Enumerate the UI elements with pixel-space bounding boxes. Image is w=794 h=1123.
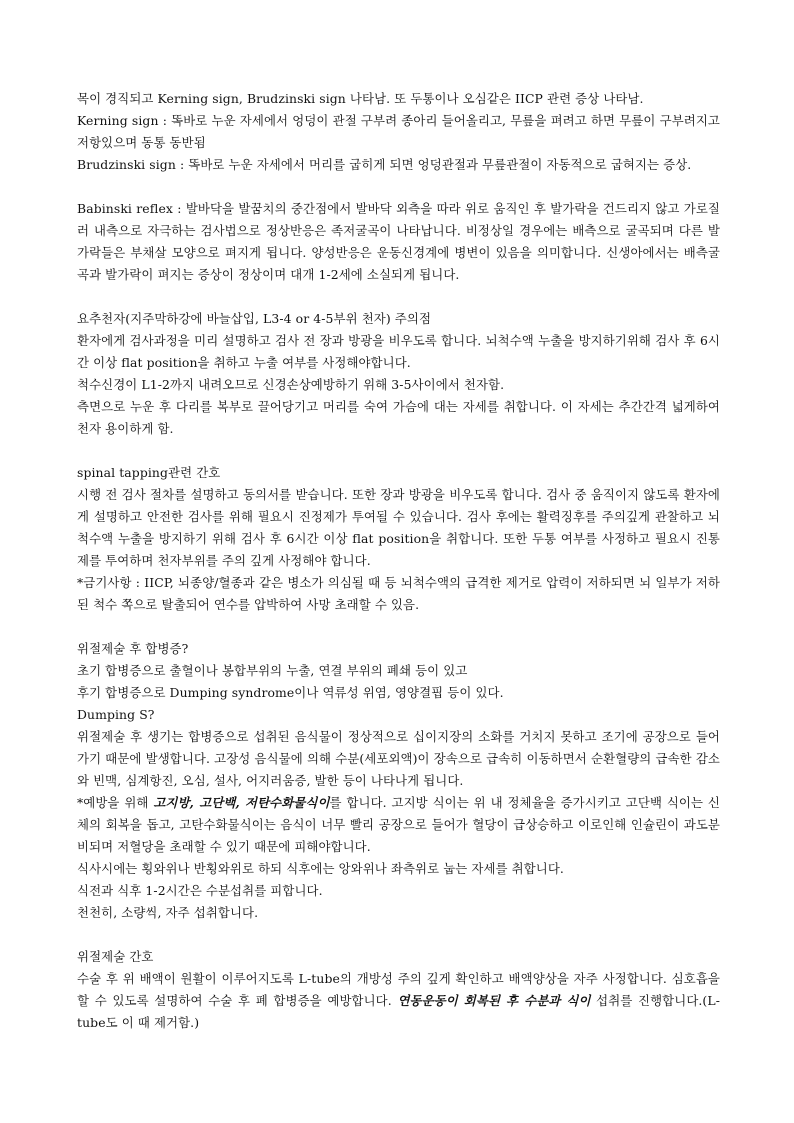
lumbar-puncture-line-1: 환자에게 검사과정을 미리 설명하고 검사 전 장과 방광을 비우도록 합니다. 뇌척수액 누출을 방지하기위해 검사 후 6시간 이상 flat position을 취하고 누출 여부를 사정해야합니다. bbox=[77, 333, 720, 370]
gastrectomy-nursing-body bbox=[77, 968, 720, 1034]
gastrectomy-nursing-title: 위절제술 간호 bbox=[77, 949, 154, 964]
spinal-tapping-caution: *금기사항 : IICP, 뇌종양/혈종과 같은 병소가 의심될 때 등 뇌척수액의 급격한 제거로 압력이 저하되면 뇌 일부가 저하된 척수 쪽으로 탈출되어 연수를 압박하여 사망 초래할 수 있음. bbox=[77, 575, 720, 612]
kerning-sign-text: Kerning sign : 똑바로 누운 자세에서 엉덩이 관절 구부려 종아리 들어올리고, 무릎을 펴려고 하면 무릎이 구부려지고 저항있으며 동통 동반됨 bbox=[77, 113, 720, 150]
babinski-reflex-text: Babinski reflex : 발바닥을 발꿈치의 중간점에서 발바닥 외측을 따라 위로 움직인 후 발가락을 건드리지 않고 가로질러 내측으로 자극하는 검사법으로 정상반응은 족저굴곡이 나타납니다. 비정상일 경우에는 배측으로 굴곡되며 다른 발가락들은 부채살 모양으로 펴지게 됩니다. 양성반응은 운동신경계에 병변이 있음을 의미합니다. 신생아에서는 배측굴곡과 발가락이 펴지는 증상이 정상이며 대개 1-2세에 소실되게 됩니다. bbox=[77, 201, 720, 282]
paragraph-gap bbox=[77, 176, 720, 198]
eating-habit-text: 천천히, 소량씩, 자주 섭취합니다. bbox=[77, 905, 259, 920]
nursing-body-suffix: 섭취를 진행합니다.(L-tube도 이 때 제거함.) bbox=[77, 993, 720, 1030]
late-complications-text: 후기 합병증으로 Dumping syndrome이나 역류성 위염, 영양결핍 등이 있다. bbox=[77, 685, 504, 700]
paragraph-gap bbox=[77, 440, 720, 462]
spinal-tapping-body: 시행 전 검사 절차를 설명하고 동의서를 받습니다. 또한 장과 방광을 비우도록 합니다. 검사 중 움직이지 않도록 환자에게 설명하고 안전한 검사를 위해 필요시 진정제가 투여될 수 있습니다. 검사 후에는 활력징후를 주의깊게 관찰하고 뇌척수액 누출을 방지하기 위해 검사 후 6시간 이상 flat position을 취합니다. 또한 두통 여부를 사정하고 필요시 진통제를 투여하며 천자부위를 주의 깊게 사정해야 합니다. bbox=[77, 487, 720, 568]
brudzinski-sign-text: Brudzinski sign : 똑바로 누운 자세에서 머리를 굽히게 되면 엉덩관절과 무릎관절이 자동적으로 굽혀지는 증상. bbox=[77, 157, 692, 172]
nursing-body-emphasis: 연동운동이 회복된 후 수분과 식이 bbox=[397, 993, 591, 1008]
early-complications-text: 초기 합병증으로 출혈이나 봉합부위의 누출, 연결 부위의 폐쇄 등이 있고 bbox=[77, 663, 468, 678]
gastrectomy-complications-title: 위절제술 후 합병증? bbox=[77, 641, 189, 656]
prevention-diet-emphasis: 고지방, 고단백, 저탄수화물식이 bbox=[153, 795, 330, 810]
fluid-restriction-text: 식전과 식후 1-2시간은 수분섭취를 피합니다. bbox=[77, 883, 323, 898]
prevention-prefix: *예방을 위해 bbox=[77, 795, 154, 810]
nursing-body-prefix: 수술 후 위 배액이 원활이 이루어지도록 L-tube의 개방성 주의 깊게 확인하고 배액양상을 자주 사정합니다. 심호흡을 할 수 있도록 설명하여 수술 후 폐 합병증을 예방합니다. bbox=[77, 971, 720, 1008]
paragraph-gap bbox=[77, 616, 720, 638]
meningeal-intro: 목이 경직되고 Kerning sign, Brudzinski sign 나타남. 또 두통이나 오심같은 IICP 관련 증상 나타남. bbox=[77, 91, 644, 106]
spinal-tapping-title: spinal tapping관련 간호 bbox=[77, 465, 221, 480]
dumping-syndrome-body: 위절제술 후 생기는 합병증으로 섭취된 음식물이 정상적으로 십이지장의 소화를 거치지 못하고 조기에 공장으로 들어가기 때문에 발생합니다. 고장성 음식물에 의해 수분(세포외액)이 장속으로 급속히 이동하면서 순환혈량의 급속한 감소와 빈맥, 심계항진, 오심, 설사, 어지러움증, 발한 등이 나타나게 됩니다. bbox=[77, 729, 720, 788]
paragraph-gap bbox=[77, 924, 720, 946]
dumping-prevention-text bbox=[77, 792, 720, 858]
lumbar-puncture-line-3: 측면으로 누운 후 다리를 복부로 끌어당기고 머리를 숙여 가슴에 대는 자세를 취합니다. 이 자세는 추간간격 넓게하여 천자 용이하게 함. bbox=[77, 399, 720, 436]
lumbar-puncture-title: 요추천자(지주막하강에 바늘삽입, L3-4 or 4-5부위 천자) 주의점 bbox=[77, 311, 432, 326]
dumping-syndrome-title: Dumping S? bbox=[77, 707, 155, 722]
paragraph-gap bbox=[77, 286, 720, 308]
document-page bbox=[77, 88, 720, 1034]
meal-posture-text: 식사시에는 횡와위나 반횡와위로 하되 식후에는 앙와위나 좌측위로 눕는 자세를 취합니다. bbox=[77, 861, 564, 876]
lumbar-puncture-line-2: 척수신경이 L1-2까지 내려오므로 신경손상예방하기 위해 3-5사이에서 천자함. bbox=[77, 377, 505, 392]
prevention-suffix: 를 합니다. 고지방 식이는 위 내 정체율을 증가시키고 고단백 식이는 신체의 회복을 돕고, 고탄수화물식이는 음식이 너무 빨리 공장으로 들어가 혈당이 급상승하고 이로인해 인슐린이 과도분비되며 저혈당을 초래할 수 있기 때문에 피해야합니다. bbox=[77, 795, 720, 854]
